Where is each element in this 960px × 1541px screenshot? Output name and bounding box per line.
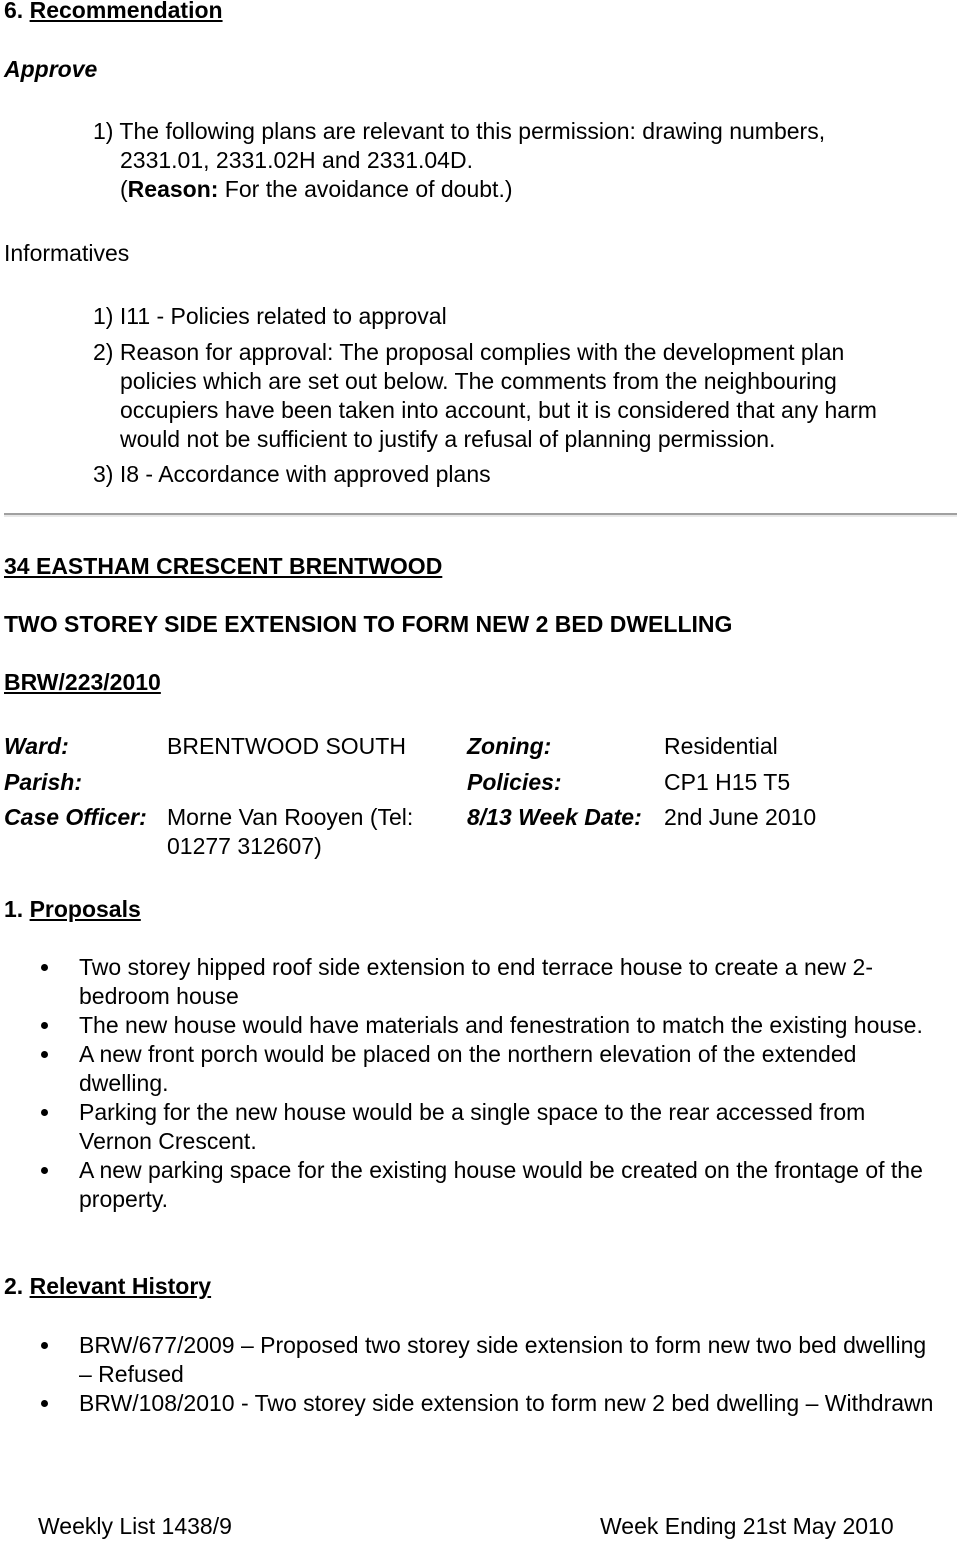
condition-1-line-1: 1) The following plans are relevant to this permission: drawing numbers,: [93, 118, 826, 144]
proposals-heading-text: Proposals: [29, 896, 141, 922]
list-item-text: A new parking space for the existing house would be created on the frontage of the property.: [79, 1157, 923, 1212]
list-item-text: A new front porch would be placed on the northern elevation of the extended dwelling.: [79, 1041, 857, 1096]
section-divider: [4, 513, 957, 517]
list-item: [32, 1011, 939, 1040]
list-item: [32, 1389, 939, 1418]
reason-open-paren: (: [120, 176, 128, 202]
informative-2-line-1: 2) Reason for approval: The proposal complies with the development plan: [93, 339, 845, 365]
recommendation-heading-number: 6.: [4, 0, 30, 23]
policies-label: Policies:: [467, 769, 562, 795]
decision: Approve: [4, 56, 98, 82]
history-list: [32, 1331, 939, 1418]
proposals-heading: [4, 895, 141, 924]
informative-1: 1) I11 - Policies related to approval: [93, 303, 447, 329]
condition-1-line-2: 2331.01, 2331.02H and 2331.04D.: [120, 147, 473, 173]
list-item: [32, 953, 939, 1011]
case-officer-label: Case Officer:: [4, 804, 147, 830]
list-item-text: BRW/677/2009 – Proposed two storey side extension to form new two bed dwelling – Refused: [79, 1332, 927, 1387]
week-date-value: 2nd June 2010: [664, 804, 817, 830]
policies-value: CP1 H15 T5: [664, 769, 791, 795]
informative-2-line-3: occupiers have been taken into account, but it is considered that any harm: [120, 397, 877, 423]
application-description: TWO STOREY SIDE EXTENSION TO FORM NEW 2 BED DWELLING: [4, 611, 733, 637]
list-item: [32, 1331, 939, 1389]
informative-2-line-4: would not be sufficient to justify a refusal of planning permission.: [120, 426, 776, 452]
history-heading-text: Relevant History: [29, 1273, 212, 1299]
case-officer-value-line-1: Morne Van Rooyen (Tel:: [167, 804, 414, 830]
history-heading-number: 2.: [4, 1273, 30, 1299]
list-item: [32, 1156, 939, 1214]
zoning-label: Zoning:: [467, 733, 552, 759]
condition-1-reason: [120, 175, 513, 204]
proposals-list: [32, 953, 939, 1214]
recommendation-heading-text: Recommendation: [29, 0, 223, 23]
parish-label: Parish:: [4, 769, 82, 795]
ward-value: BRENTWOOD SOUTH: [167, 733, 406, 759]
case-officer-value-line-2: 01277 312607): [167, 833, 322, 859]
list-item-text: Two storey hipped roof side extension to end terrace house to create a new 2-bedroom house: [79, 954, 873, 1009]
informatives-title: Informatives: [4, 240, 130, 266]
footer-week-ending: Week Ending 21st May 2010: [600, 1513, 894, 1539]
bullet-icon: [41, 1109, 48, 1116]
bullet-icon: [41, 1400, 48, 1407]
history-heading: [4, 1272, 211, 1301]
recommendation-heading: [4, 0, 223, 25]
zoning-value: Residential: [664, 733, 778, 759]
bullet-icon: [41, 1022, 48, 1029]
footer-weekly-list: Weekly List 1438/9: [38, 1513, 232, 1539]
list-item-text: The new house would have materials and fenestration to match the existing house.: [79, 1012, 923, 1038]
proposals-heading-number: 1.: [4, 896, 30, 922]
application-address: 34 EASTHAM CRESCENT BRENTWOOD: [4, 553, 443, 579]
informative-2-line-2: policies which are set out below. The comments from the neighbouring: [120, 368, 837, 394]
informative-3: 3) I8 - Accordance with approved plans: [93, 461, 491, 487]
bullet-icon: [41, 1051, 48, 1058]
ward-label: Ward:: [4, 733, 69, 759]
reason-text: For the avoidance of doubt.): [218, 176, 513, 202]
list-item-text: BRW/108/2010 - Two storey side extension to form new 2 bed dwelling – Withdrawn: [79, 1390, 934, 1416]
application-reference: BRW/223/2010: [4, 669, 161, 695]
list-item-text: Parking for the new house would be a single space to the rear accessed from Vernon Crescent.: [79, 1099, 866, 1154]
reason-label: Reason:: [127, 176, 219, 202]
bullet-icon: [41, 1167, 48, 1174]
list-item: [32, 1098, 939, 1156]
bullet-icon: [41, 1342, 48, 1349]
bullet-icon: [41, 964, 48, 971]
week-date-label: 8/13 Week Date:: [467, 804, 642, 830]
list-item: [32, 1040, 939, 1098]
